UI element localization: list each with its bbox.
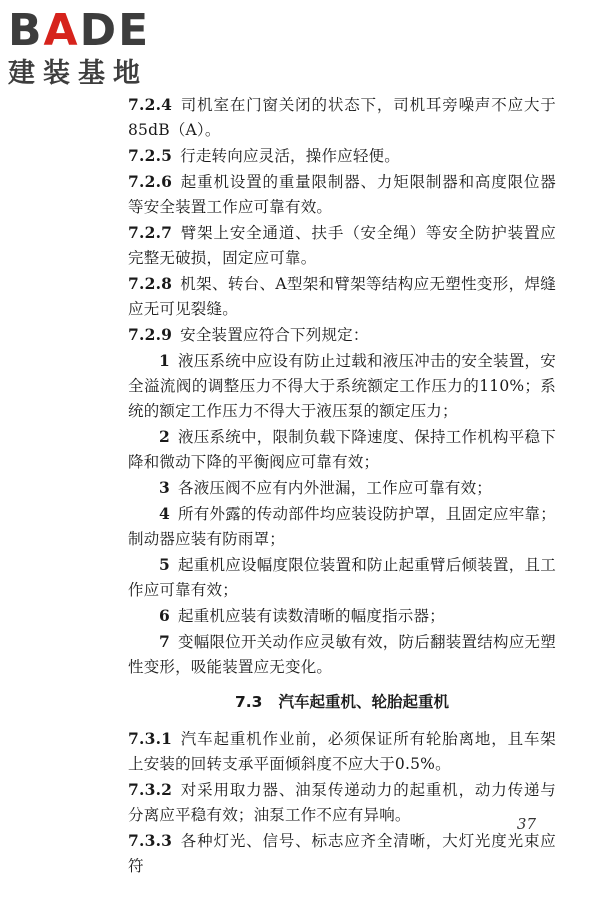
item-number: 4 [159,504,170,523]
clause-text: 各种灯光、信号、标志应齐全清晰，大灯光度光束应符 [128,832,556,875]
clause-text: 对采用取力器、油泵传递动力的起重机，动力传递与分离应平稳有效；油泵工作不应有异响。 [128,781,556,824]
clause-number: 7.2.8 [128,274,173,293]
list-item-1 [128,348,556,424]
section-number: 7.3 [235,693,263,711]
clause-7-3-3 [128,828,556,879]
list-item-5 [128,552,556,603]
list-item-3 [128,475,556,501]
brand-logo [8,5,176,92]
list-item-6 [128,603,556,629]
clause-text: 行走转向应灵活，操作应轻便。 [180,147,400,165]
item-text: 起重机应装有读数清晰的幅度指示器； [178,607,445,625]
clause-7-2-6 [128,169,556,220]
item-text: 变幅限位开关动作应灵敏有效，防后翻装置结构应无塑性变形，吸能装置应无变化。 [128,633,556,676]
section-title: 汽车起重机、轮胎起重机 [278,693,449,711]
item-number: 7 [159,632,170,651]
list-item-7 [128,629,556,680]
clause-number: 7.2.9 [128,325,173,344]
page-number: 37 [516,815,536,833]
clause-7-2-9 [128,322,556,348]
logo-subtitle: 建装基地 [8,58,148,89]
clause-number: 7.2.7 [128,223,173,242]
list-item-2 [128,424,556,475]
clause-number: 7.3.1 [128,729,173,748]
document-body [128,92,556,879]
clause-text: 机架、转台、A型架和臂架等结构应无塑性变形，焊缝应无可见裂缝。 [128,275,556,318]
item-number: 2 [159,427,170,446]
item-text: 液压系统中，限制负载下降速度、保持工作机构平稳下降和微动下降的平衡阀应可靠有效； [128,428,556,471]
clause-7-2-5 [128,143,556,169]
item-text: 液压系统中应设有防止过载和液压冲击的安全装置，安全溢流阀的调整压力不得大于系统额定工作压力的110%；系统的额定工作压力不得大于液压泵的额定压力； [128,352,556,420]
item-text: 起重机应设幅度限位装置和防止起重臂后倾装置，且工作应可靠有效； [128,556,556,599]
clause-number: 7.2.5 [128,146,173,165]
clause-text: 起重机设置的重量限制器、力矩限制器和高度限位器等安全装置工作应可靠有效。 [128,173,556,216]
section-heading [128,690,556,715]
clause-7-2-4 [128,92,556,143]
clause-7-3-1 [128,726,556,777]
clause-text: 司机室在门窗关闭的状态下，司机耳旁噪声不应大于85dB（A）。 [128,96,556,139]
item-number: 6 [159,606,170,625]
item-number: 1 [159,351,170,370]
clause-text: 臂架上安全通道、扶手（安全绳）等安全防护装置应完整无破损，固定应可靠。 [128,224,556,267]
clause-7-2-8 [128,271,556,322]
clause-7-3-2 [128,777,556,828]
item-text: 所有外露的传动部件均应装设防护罩，且固定应牢靠；制动器应装有防雨罩； [128,505,556,548]
item-text: 各液压阀不应有内外泄漏，工作应可靠有效； [178,479,493,497]
logo-wordmark: BADE [8,5,151,56]
clause-number: 7.2.4 [128,95,173,114]
clause-7-2-7 [128,220,556,271]
clause-number: 7.2.6 [128,172,173,191]
clause-text: 汽车起重机作业前，必须保证所有轮胎离地，且车架上安装的回转支承平面倾斜度不应大于0.5%。 [128,730,556,773]
clause-text: 安全装置应符合下列规定： [180,326,369,344]
item-number: 3 [159,478,170,497]
item-number: 5 [159,555,170,574]
clause-number: 7.3.3 [128,831,173,850]
clause-number: 7.3.2 [128,780,173,799]
list-item-4 [128,501,556,552]
